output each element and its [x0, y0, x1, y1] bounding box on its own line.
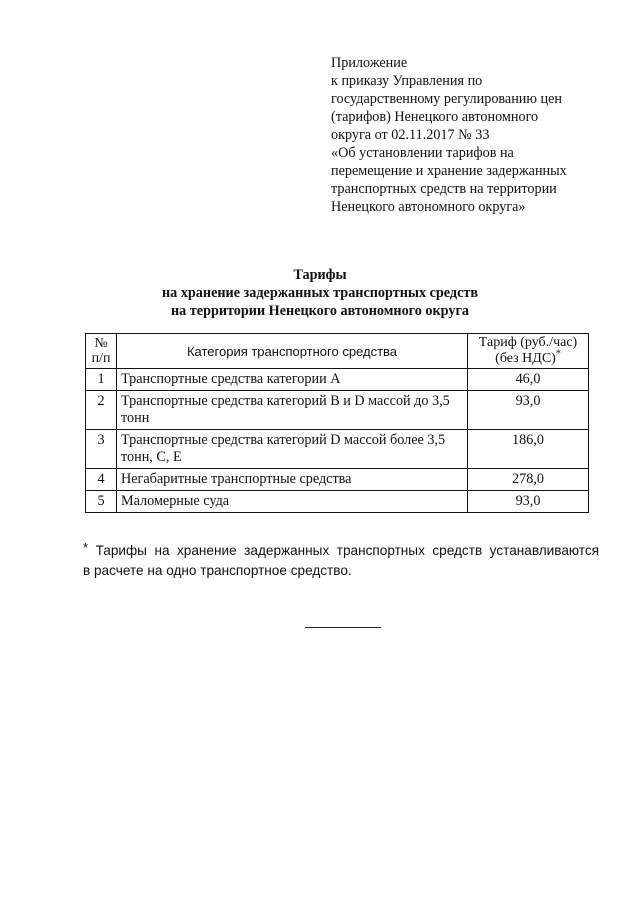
appendix-line: перемещение и хранение задержанных	[331, 163, 567, 179]
table-row	[86, 369, 589, 391]
appendix-line: округа от 02.11.2017 № 33	[331, 127, 490, 143]
header-tariff-line1: Тариф (руб./час)	[478, 335, 578, 350]
header-num-line2: п/п	[91, 351, 111, 366]
row-num: 3	[86, 430, 117, 469]
row-category: Транспортные средства категорий В и D массой до 3,5 тонн	[117, 391, 468, 430]
appendix-line: государственному регулированию цен	[331, 91, 563, 107]
row-category: Транспортные средства категории А	[117, 369, 468, 391]
appendix-line: Приложение	[331, 55, 408, 71]
header-tariff-line2: (без НДС)	[495, 351, 556, 366]
row-tariff: 93,0	[468, 391, 589, 430]
footnote	[83, 541, 599, 581]
row-num: 4	[86, 469, 117, 491]
table-header-row	[86, 334, 589, 369]
end-divider	[305, 627, 381, 628]
appendix-line: транспортных средств на территории	[331, 181, 557, 197]
row-tariff: 46,0	[468, 369, 589, 391]
appendix-line: Ненецкого автономного округа»	[331, 199, 526, 215]
footnote-line2: в расчете на одно транспортное средство.	[83, 563, 352, 578]
header-category: Категория транспортного средства	[117, 334, 468, 369]
table-row	[86, 391, 589, 430]
row-tariff: 186,0	[468, 430, 589, 469]
appendix-block	[331, 54, 611, 216]
row-num: 5	[86, 491, 117, 513]
table-row	[86, 430, 589, 469]
document-title	[0, 266, 640, 320]
row-category: Транспортные средства категорий D массой более 3,5 тонн, С, Е	[117, 430, 468, 469]
title-line: на территории Ненецкого автономного округа	[170, 303, 470, 319]
footnote-line1: Тарифы на хранение задержанных транспортных средств устанавливаются	[95, 543, 600, 558]
table-row	[86, 469, 589, 491]
row-num: 1	[86, 369, 117, 391]
row-num: 2	[86, 391, 117, 430]
title-line: на хранение задержанных транспортных средств	[162, 285, 478, 301]
header-tariff-line2-wrap	[472, 348, 584, 367]
row-category: Негабаритные транспортные средства	[117, 469, 468, 491]
appendix-line: к приказу Управления по	[331, 73, 483, 89]
footnote-marker: *	[83, 540, 89, 555]
row-tariff: 93,0	[468, 491, 589, 513]
title-line: Тарифы	[293, 267, 347, 283]
row-tariff: 278,0	[468, 469, 589, 491]
footnote-line1-wrap	[83, 541, 599, 561]
appendix-line: (тарифов) Ненецкого автономного	[331, 109, 539, 125]
header-tariff	[468, 334, 589, 369]
row-category: Маломерные суда	[117, 491, 468, 513]
footnote-marker: *	[555, 348, 561, 360]
table-row	[86, 491, 589, 513]
appendix-line: «Об установлении тарифов на	[331, 145, 514, 161]
tariffs-table	[85, 333, 589, 513]
header-num-line1: №	[94, 336, 108, 351]
header-num	[86, 334, 117, 369]
